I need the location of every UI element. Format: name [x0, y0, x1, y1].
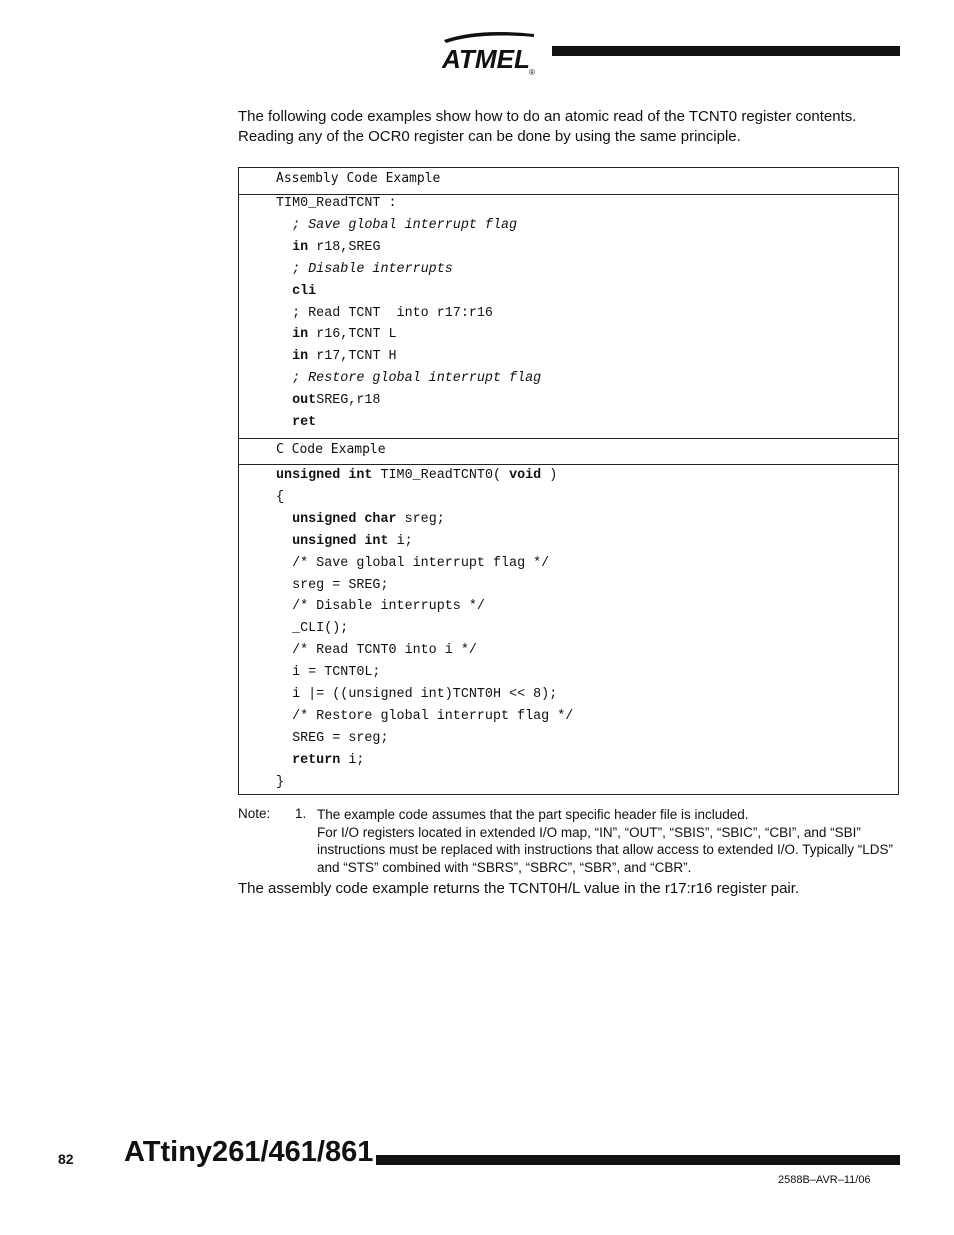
intro-paragraph: The following code examples show how to do an atomic read of the TCNT0 register contents. Reading any of the OCR0 register can be done by using the same principle.: [238, 108, 857, 145]
c-line: i |= ((unsigned int)TCNT0H << 8);: [292, 687, 558, 703]
asm-keyword: ret: [292, 415, 317, 431]
asm-keyword: cli: [292, 283, 317, 299]
asm-comment: ; Save global interrupt flag: [292, 217, 518, 233]
note-line-2: For I/O registers located in extended I/O map, “IN”, “OUT”, “SBIS”, “SBIC”, “CBI”, and “SBI” instructions must be replaced with instructions that allow access to extended I/O. Typically “LDS” and “STS” combined with “SBRS”, “SBRC”, “SBR”, and “CBR”.: [317, 824, 894, 875]
note-label: Note:: [238, 806, 271, 821]
c-line: /* Disable interrupts */: [292, 599, 485, 615]
footer-rule: [376, 1155, 900, 1165]
asm-keyword: out: [292, 393, 317, 409]
asm-header-row: [239, 168, 898, 195]
document-code: 2588B–AVR–11/06: [778, 1174, 871, 1186]
asm-keyword: in: [292, 349, 309, 365]
c-text: i;: [348, 752, 365, 768]
page-number: 82: [58, 1151, 74, 1167]
code-example-box: [238, 167, 899, 795]
note-number: 1.: [295, 806, 307, 821]
c-line: i = TCNT0L;: [292, 665, 381, 681]
c-line: /* Read TCNT0 into i */: [292, 643, 477, 659]
atmel-logo: [438, 28, 538, 78]
c-code-block: [276, 465, 573, 794]
svg-text:ATMEL: ATMEL: [440, 44, 530, 74]
c-text: sreg;: [404, 511, 445, 527]
c-keyword: unsigned char: [292, 511, 397, 527]
svg-text:®: ®: [529, 68, 535, 77]
asm-code-block: [276, 193, 541, 434]
c-brace: {: [276, 489, 285, 505]
note-line-1: The example code assumes that the part specific header file is included.: [317, 807, 749, 822]
asm-operands: SREG,r18: [316, 393, 381, 409]
c-line: SREG = sreg;: [292, 730, 389, 746]
c-line: /* Save global interrupt flag */: [292, 555, 550, 571]
asm-operands: r18,SREG: [316, 239, 381, 255]
asm-title: Assembly Code Example: [276, 171, 441, 186]
c-brace: }: [276, 774, 285, 790]
c-text: i;: [396, 533, 413, 549]
c-header-row: [239, 438, 898, 465]
summary-paragraph: The assembly code example returns the TCNT0H/L value in the r17:r16 register pair.: [238, 880, 800, 897]
asm-keyword: in: [292, 239, 309, 255]
c-keyword: unsigned int: [292, 533, 389, 549]
note-text: [317, 806, 897, 876]
header-rule: [552, 46, 900, 56]
asm-comment: ; Restore global interrupt flag: [292, 371, 542, 387]
c-line: _CLI();: [292, 621, 349, 637]
c-function-name: TIM0_ReadTCNT0(: [380, 468, 502, 483]
c-line: /* Restore global interrupt flag */: [292, 708, 574, 724]
c-keyword: unsigned int: [276, 468, 373, 483]
asm-comment: ; Read TCNT into r17:r16: [292, 305, 493, 321]
asm-operands: r17,TCNT H: [316, 349, 397, 365]
asm-label: TIM0_ReadTCNT :: [276, 196, 397, 211]
asm-comment: ; Disable interrupts: [292, 261, 453, 277]
c-keyword: void: [509, 468, 542, 483]
c-paren: ): [549, 468, 558, 483]
c-line: sreg = SREG;: [292, 577, 389, 593]
asm-keyword: in: [292, 327, 309, 343]
c-keyword: return: [292, 752, 341, 768]
asm-operands: r16,TCNT L: [316, 327, 397, 343]
c-title: C Code Example: [276, 442, 386, 457]
document-title: ATtiny261/461/861: [124, 1136, 374, 1168]
